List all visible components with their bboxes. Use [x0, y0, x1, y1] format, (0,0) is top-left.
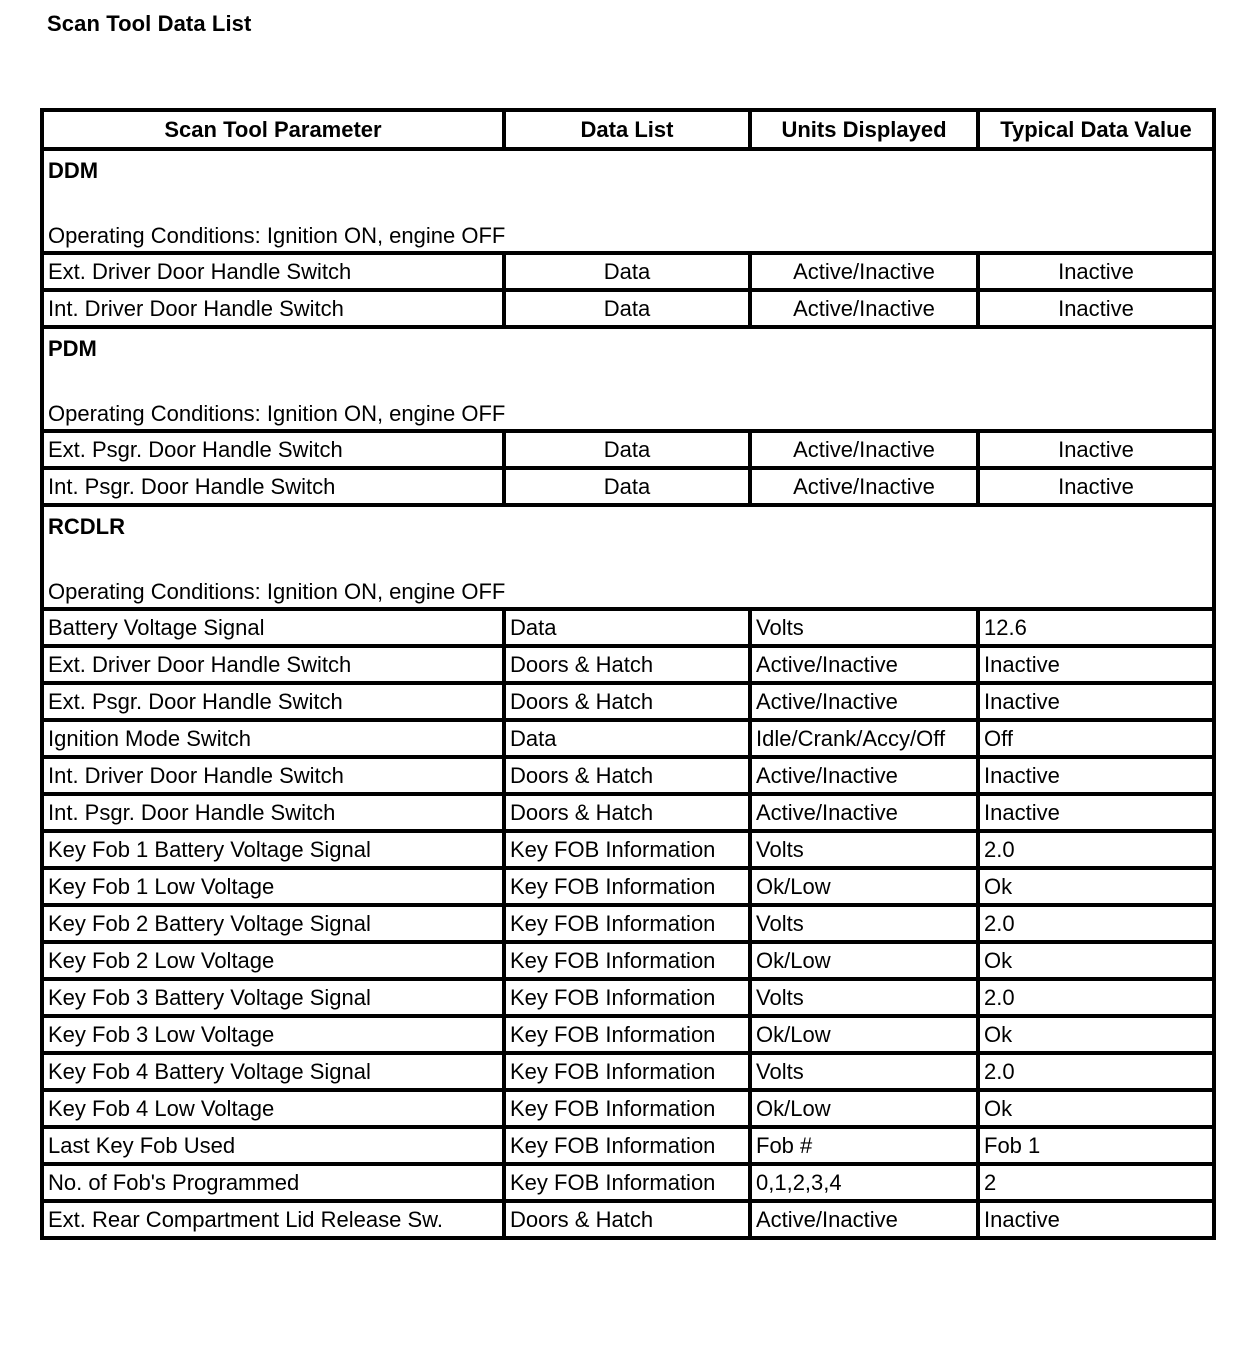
cell-parameter: Key Fob 3 Low Voltage	[42, 1016, 504, 1053]
section-row-pdm	[42, 327, 1214, 431]
table-row	[42, 253, 1214, 290]
cell-data-list: Doors & Hatch	[504, 646, 750, 683]
cell-units: Ok/Low	[750, 942, 978, 979]
table-row	[42, 683, 1214, 720]
cell-typical-value: Ok	[978, 868, 1214, 905]
cell-parameter: Ignition Mode Switch	[42, 720, 504, 757]
cell-typical-value: Inactive	[978, 253, 1214, 290]
cell-data-list: Key FOB Information	[504, 905, 750, 942]
scan-tool-data-table	[40, 108, 1216, 1240]
cell-units: Ok/Low	[750, 1090, 978, 1127]
section-operating-conditions: Operating Conditions: Ignition ON, engine OFF	[48, 223, 506, 248]
cell-typical-value: Inactive	[978, 468, 1214, 505]
cell-typical-value: 2.0	[978, 1053, 1214, 1090]
cell-parameter: Key Fob 2 Battery Voltage Signal	[42, 905, 504, 942]
cell-parameter: Last Key Fob Used	[42, 1127, 504, 1164]
cell-units: Active/Inactive	[750, 431, 978, 468]
cell-units: Volts	[750, 1053, 978, 1090]
cell-units: 0,1,2,3,4	[750, 1164, 978, 1201]
cell-typical-value: 2.0	[978, 979, 1214, 1016]
cell-data-list: Data	[504, 431, 750, 468]
table-row	[42, 1127, 1214, 1164]
table-row	[42, 942, 1214, 979]
cell-typical-value: Ok	[978, 1016, 1214, 1053]
cell-data-list: Data	[504, 609, 750, 646]
cell-data-list: Doors & Hatch	[504, 794, 750, 831]
cell-parameter: Battery Voltage Signal	[42, 609, 504, 646]
table-header-row	[42, 110, 1214, 149]
table-row	[42, 905, 1214, 942]
table-row	[42, 979, 1214, 1016]
cell-units: Active/Inactive	[750, 757, 978, 794]
cell-data-list: Key FOB Information	[504, 1016, 750, 1053]
header-data-list: Data List	[504, 110, 750, 149]
header-scan-tool-parameter: Scan Tool Parameter	[42, 110, 504, 149]
table-body	[42, 149, 1214, 1238]
cell-typical-value: Inactive	[978, 757, 1214, 794]
section-row-rcdlr	[42, 505, 1214, 609]
cell-units: Active/Inactive	[750, 468, 978, 505]
cell-typical-value: Fob 1	[978, 1127, 1214, 1164]
cell-parameter: Int. Driver Door Handle Switch	[42, 757, 504, 794]
table-row	[42, 646, 1214, 683]
cell-units: Active/Inactive	[750, 253, 978, 290]
cell-parameter: Key Fob 4 Battery Voltage Signal	[42, 1053, 504, 1090]
cell-units: Active/Inactive	[750, 1201, 978, 1238]
cell-typical-value: Inactive	[978, 794, 1214, 831]
section-row-ddm	[42, 149, 1214, 253]
cell-typical-value: Off	[978, 720, 1214, 757]
table-row	[42, 1016, 1214, 1053]
table-row	[42, 1090, 1214, 1127]
cell-units: Volts	[750, 831, 978, 868]
cell-parameter: Key Fob 1 Low Voltage	[42, 868, 504, 905]
cell-units: Active/Inactive	[750, 683, 978, 720]
cell-parameter: Ext. Psgr. Door Handle Switch	[42, 683, 504, 720]
cell-typical-value: Inactive	[978, 1201, 1214, 1238]
header-typical-data-value: Typical Data Value	[978, 110, 1214, 149]
section-cell	[42, 505, 1214, 609]
cell-units: Fob #	[750, 1127, 978, 1164]
cell-units: Volts	[750, 609, 978, 646]
cell-data-list: Key FOB Information	[504, 1053, 750, 1090]
cell-typical-value: Ok	[978, 942, 1214, 979]
cell-data-list: Doors & Hatch	[504, 1201, 750, 1238]
cell-units: Volts	[750, 905, 978, 942]
table-row	[42, 468, 1214, 505]
cell-data-list: Key FOB Information	[504, 831, 750, 868]
cell-typical-value: 2.0	[978, 831, 1214, 868]
cell-typical-value: 2	[978, 1164, 1214, 1201]
table-row	[42, 609, 1214, 646]
cell-parameter: Int. Psgr. Door Handle Switch	[42, 468, 504, 505]
table-row	[42, 1201, 1214, 1238]
cell-parameter: Ext. Psgr. Door Handle Switch	[42, 431, 504, 468]
section-operating-conditions: Operating Conditions: Ignition ON, engine OFF	[48, 579, 506, 604]
cell-data-list: Key FOB Information	[504, 942, 750, 979]
cell-typical-value: Inactive	[978, 290, 1214, 327]
cell-parameter: Key Fob 4 Low Voltage	[42, 1090, 504, 1127]
section-name: RCDLR	[48, 514, 125, 539]
cell-data-list: Data	[504, 720, 750, 757]
cell-data-list: Doors & Hatch	[504, 757, 750, 794]
cell-units: Volts	[750, 979, 978, 1016]
section-cell	[42, 149, 1214, 253]
cell-units: Ok/Low	[750, 1016, 978, 1053]
cell-parameter: Key Fob 3 Battery Voltage Signal	[42, 979, 504, 1016]
section-operating-conditions: Operating Conditions: Ignition ON, engine OFF	[48, 401, 506, 426]
table-row	[42, 290, 1214, 327]
cell-typical-value: 12.6	[978, 609, 1214, 646]
table-row	[42, 431, 1214, 468]
cell-units: Active/Inactive	[750, 290, 978, 327]
cell-parameter: Key Fob 2 Low Voltage	[42, 942, 504, 979]
cell-parameter: Ext. Rear Compartment Lid Release Sw.	[42, 1201, 504, 1238]
cell-data-list: Doors & Hatch	[504, 683, 750, 720]
table-row	[42, 1053, 1214, 1090]
cell-units: Active/Inactive	[750, 794, 978, 831]
cell-data-list: Key FOB Information	[504, 979, 750, 1016]
cell-units: Active/Inactive	[750, 646, 978, 683]
cell-data-list: Data	[504, 290, 750, 327]
cell-data-list: Data	[504, 468, 750, 505]
cell-parameter: Key Fob 1 Battery Voltage Signal	[42, 831, 504, 868]
cell-data-list: Key FOB Information	[504, 1127, 750, 1164]
cell-data-list: Key FOB Information	[504, 1164, 750, 1201]
cell-parameter: Ext. Driver Door Handle Switch	[42, 253, 504, 290]
table-row	[42, 794, 1214, 831]
table-row	[42, 831, 1214, 868]
cell-data-list: Data	[504, 253, 750, 290]
cell-typical-value: 2.0	[978, 905, 1214, 942]
cell-typical-value: Inactive	[978, 646, 1214, 683]
cell-parameter: Int. Psgr. Door Handle Switch	[42, 794, 504, 831]
document-title: Scan Tool Data List	[47, 11, 252, 36]
cell-typical-value: Ok	[978, 1090, 1214, 1127]
table-row	[42, 757, 1214, 794]
cell-units: Ok/Low	[750, 868, 978, 905]
cell-parameter: No. of Fob's Programmed	[42, 1164, 504, 1201]
table-row	[42, 868, 1214, 905]
cell-parameter: Ext. Driver Door Handle Switch	[42, 646, 504, 683]
section-name: DDM	[48, 158, 99, 183]
table-row	[42, 720, 1214, 757]
cell-units: Idle/Crank/Accy/Off	[750, 720, 978, 757]
cell-parameter: Int. Driver Door Handle Switch	[42, 290, 504, 327]
section-name: PDM	[48, 336, 97, 361]
cell-typical-value: Inactive	[978, 683, 1214, 720]
cell-typical-value: Inactive	[978, 431, 1214, 468]
table-row	[42, 1164, 1214, 1201]
header-units-displayed: Units Displayed	[750, 110, 978, 149]
section-cell	[42, 327, 1214, 431]
cell-data-list: Key FOB Information	[504, 1090, 750, 1127]
cell-data-list: Key FOB Information	[504, 868, 750, 905]
